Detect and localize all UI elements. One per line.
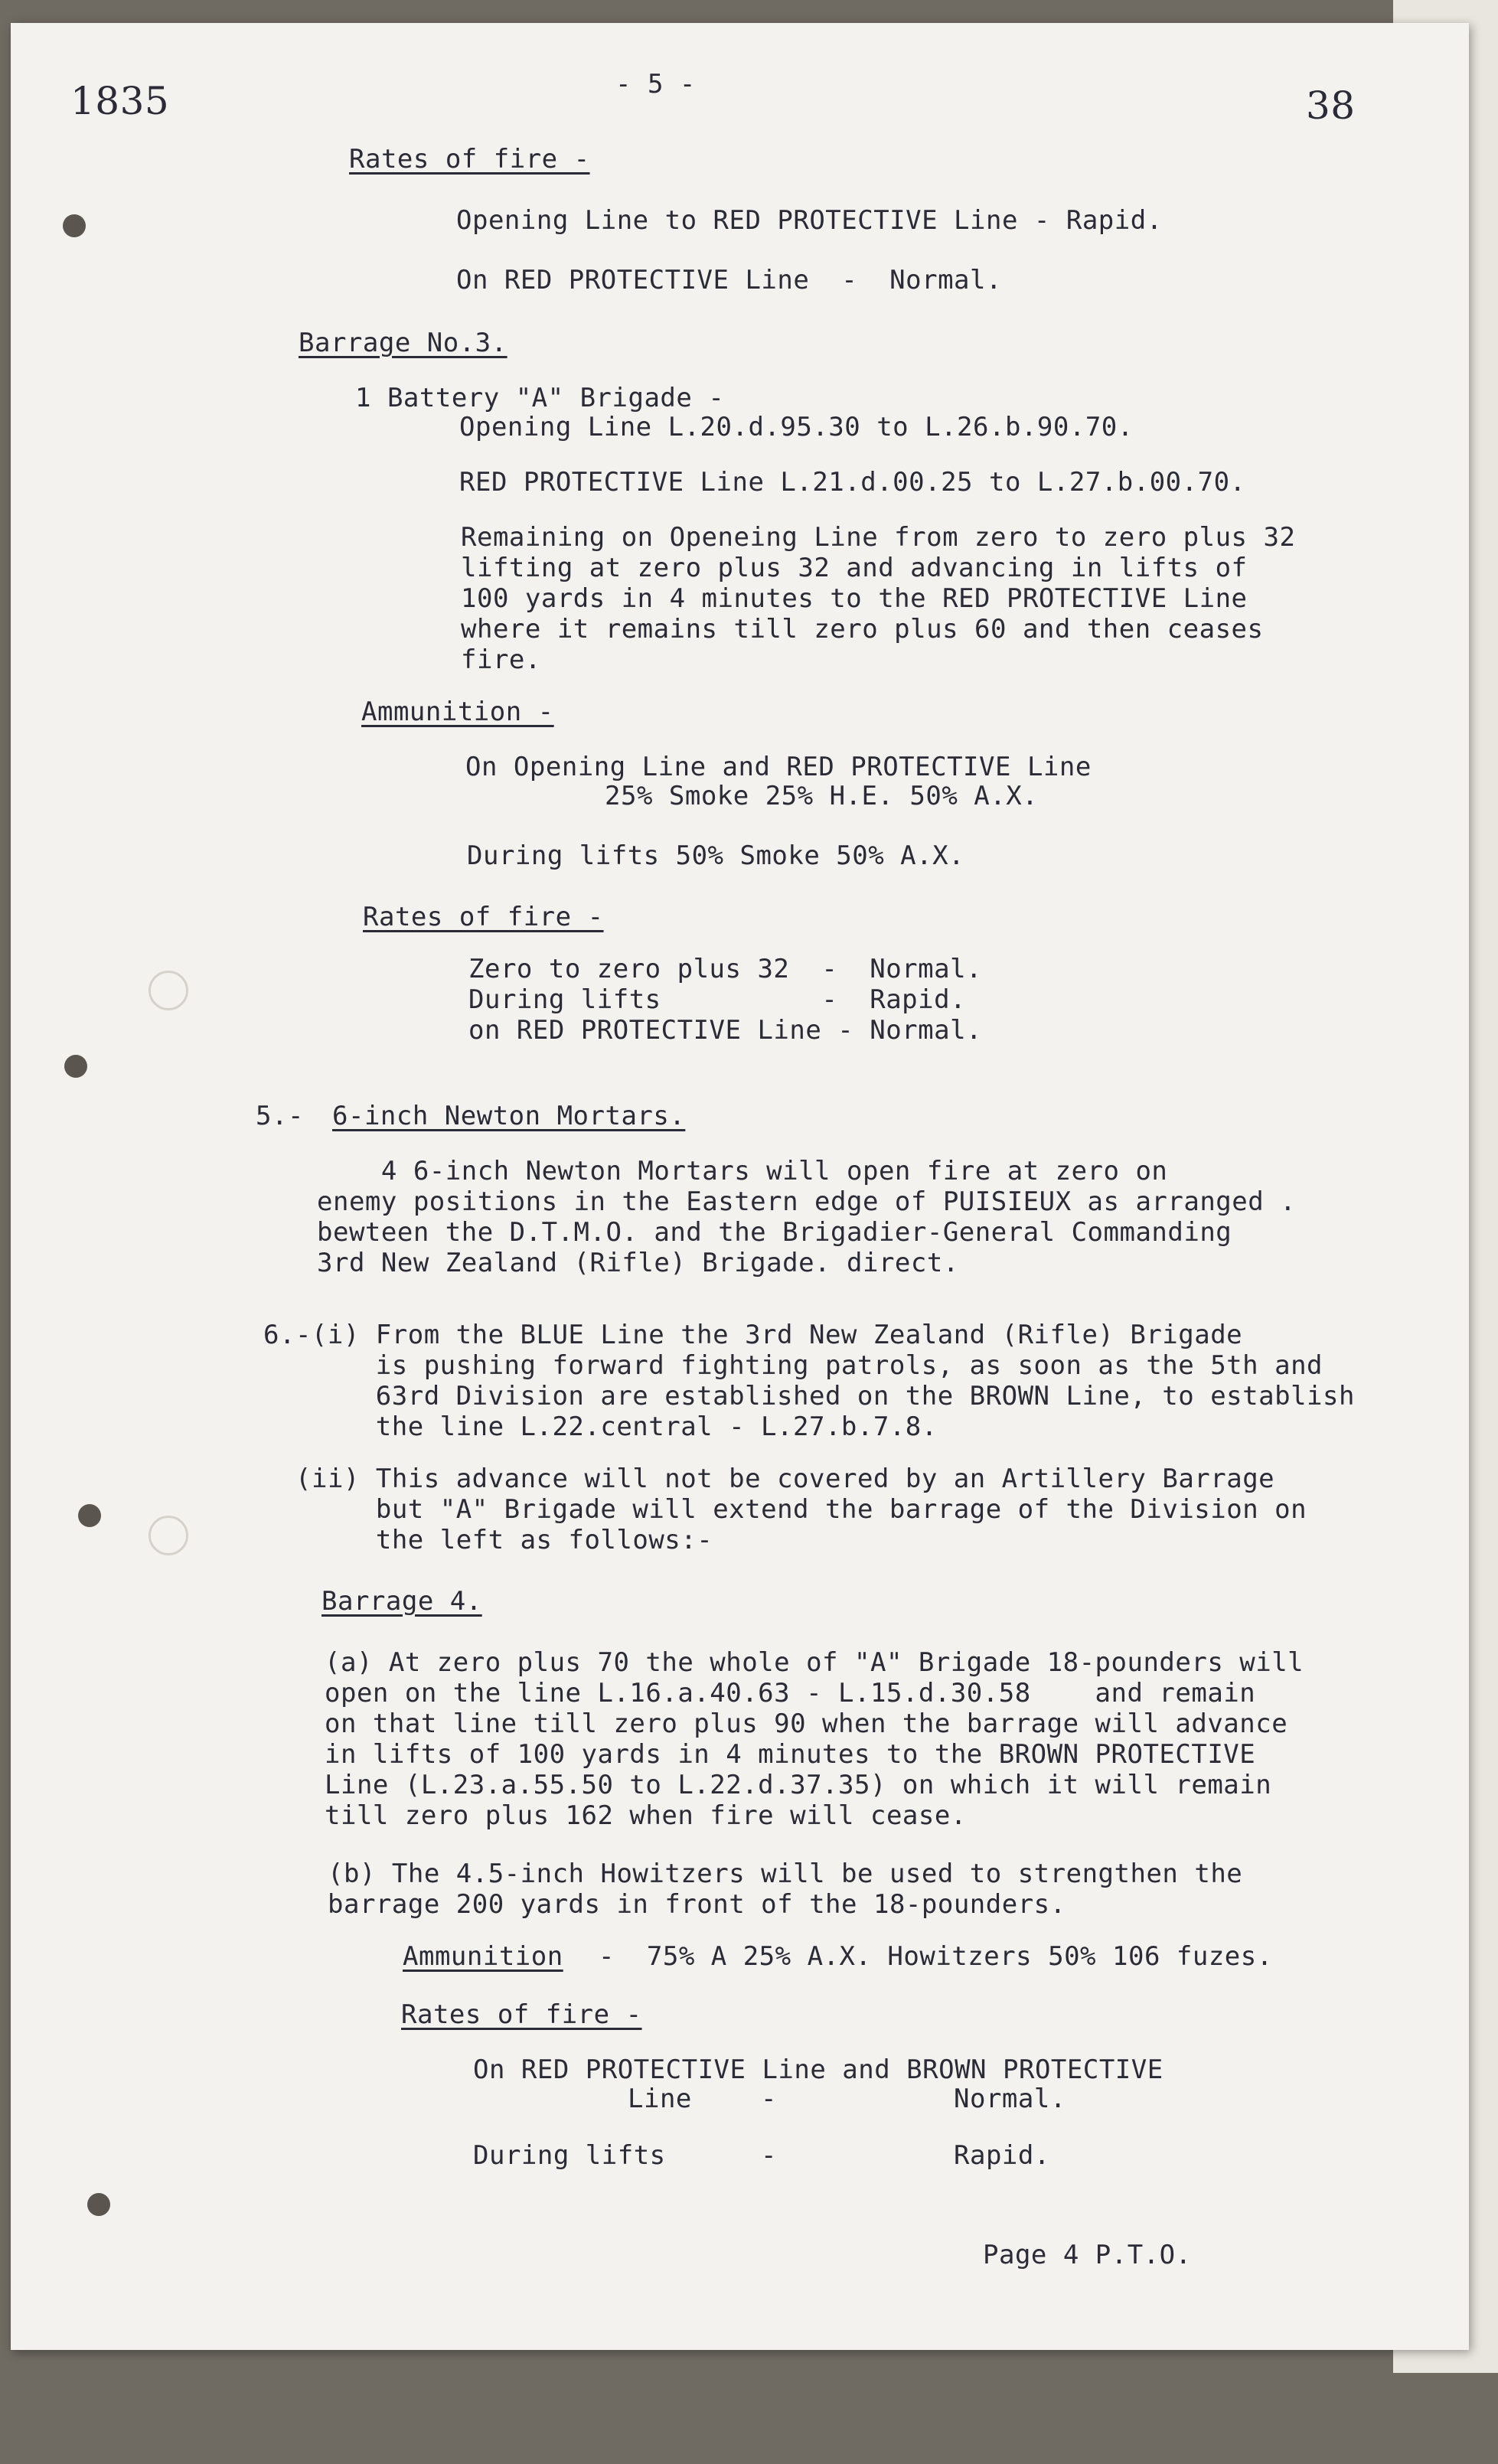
document-page	[11, 23, 1469, 2350]
text-line: but "A" Brigade will extend the barrage of the Division on	[295, 1494, 1307, 1525]
text-line: (b) The 4.5-inch Howitzers will be used to strengthen the	[328, 1859, 1243, 1889]
section-5-paragraph	[317, 1156, 1296, 1278]
text-line: barrage 200 yards in front of the 18-pounders.	[328, 1889, 1066, 1920]
rates-dash: -	[761, 2084, 777, 2114]
text-line: enemy positions in the Eastern edge of PUISIEUX as arranged .	[317, 1186, 1297, 1217]
folio-number-right: 38	[1306, 83, 1356, 128]
rates-of-fire-list	[468, 954, 982, 1046]
text-line: lifting at zero plus 32 and advancing in lifts of	[461, 553, 1248, 583]
text-line: bewteen the D.T.M.O. and the Brigadier-General Commanding	[317, 1217, 1232, 1248]
text-line: the left as follows:-	[295, 1525, 713, 1555]
rates-line: On RED PROTECTIVE Line and BROWN PROTECTIVE	[473, 2054, 1163, 2085]
ammunition-line: - 75% A 25% A.X. Howitzers 50% 106 fuzes.	[583, 1941, 1273, 1972]
text-line: 3rd New Zealand (Rifle) Brigade. direct.	[317, 1248, 959, 1278]
battery-line: 1 Battery "A" Brigade -	[355, 383, 725, 413]
rates-of-fire-heading-1: Rates of fire -	[349, 144, 590, 175]
text-line: fire.	[461, 645, 541, 675]
rates-dash: -	[761, 2140, 777, 2171]
barrage-4-paragraph-a	[325, 1647, 1304, 1831]
rates-value: Rapid.	[954, 2140, 1050, 2171]
rates-line: On RED PROTECTIVE Line - Normal.	[456, 265, 1002, 295]
text-line: During lifts - Rapid.	[468, 984, 967, 1015]
page-mark: - 5 -	[615, 69, 696, 100]
punch-hole	[64, 1055, 87, 1078]
text-line: Line (L.23.a.55.50 to L.22.d.37.35) on which it will remain	[325, 1770, 1272, 1800]
barrage-3-paragraph	[461, 522, 1295, 675]
section-6-paragraph	[263, 1320, 1355, 1442]
rates-value: Normal.	[954, 2084, 1066, 2114]
reinforcement-ring	[148, 1516, 188, 1555]
barrage-3-heading: Barrage No.3.	[299, 328, 507, 358]
text-line: 63rd Division are established on the BROWN Line, to establish	[263, 1381, 1355, 1411]
opening-line: Opening Line L.20.d.95.30 to L.26.b.90.70.	[459, 412, 1134, 442]
ammunition-heading-1: Ammunition -	[361, 697, 554, 727]
rates-of-fire-heading-3: Rates of fire -	[401, 1999, 642, 2030]
folio-number-left: 1835	[70, 79, 170, 123]
rates-line: Line	[628, 2084, 692, 2114]
page-footer-note: Page 4 P.T.O.	[983, 2240, 1192, 2270]
text-line: 100 yards in 4 minutes to the RED PROTECTIVE Line	[461, 583, 1248, 614]
rates-line: During lifts	[473, 2140, 666, 2171]
section-5-heading: 6-inch Newton Mortars.	[332, 1101, 686, 1131]
text-line: on that line till zero plus 90 when the barrage will advance	[325, 1708, 1288, 1739]
barrage-4-heading: Barrage 4.	[321, 1586, 482, 1617]
text-line: Zero to zero plus 32 - Normal.	[468, 954, 983, 984]
text-line: (ii) This advance will not be covered by an Artillery Barrage	[295, 1464, 1275, 1494]
text-line: open on the line L.16.a.40.63 - L.15.d.30.58 and remain	[325, 1678, 1256, 1708]
text-line: on RED PROTECTIVE Line - Normal.	[468, 1015, 983, 1046]
ammunition-heading-2: Ammunition	[403, 1941, 563, 1972]
red-protective-line: RED PROTECTIVE Line L.21.d.00.25 to L.27.b.00.70.	[459, 467, 1246, 498]
text-line: till zero plus 162 when fire will cease.	[325, 1800, 967, 1831]
ammunition-line: 25% Smoke 25% H.E. 50% A.X.	[605, 781, 1039, 811]
rates-of-fire-heading-2: Rates of fire -	[363, 902, 604, 932]
text-line: 6.-(i) From the BLUE Line the 3rd New Zealand (Rifle) Brigade	[263, 1320, 1243, 1350]
section-5-number: 5.-	[256, 1101, 304, 1131]
text-line: (a) At zero plus 70 the whole of "A" Brigade 18-pounders will	[325, 1647, 1304, 1678]
ammunition-line: During lifts 50% Smoke 50% A.X.	[467, 840, 965, 871]
punch-hole	[63, 214, 86, 237]
text-line: 4 6-inch Newton Mortars will open fire at zero on	[317, 1156, 1168, 1186]
ammunition-line: On Opening Line and RED PROTECTIVE Line	[465, 752, 1092, 782]
punch-hole	[87, 2193, 110, 2216]
text-line: the line L.22.central - L.27.b.7.8.	[263, 1411, 938, 1442]
reinforcement-ring	[148, 971, 188, 1010]
text-line: in lifts of 100 yards in 4 minutes to the BROWN PROTECTIVE	[325, 1739, 1256, 1770]
text-line: where it remains till zero plus 60 and then ceases	[461, 614, 1264, 645]
text-line: Remaining on Openeing Line from zero to zero plus 32	[461, 522, 1296, 553]
punch-hole	[78, 1504, 101, 1527]
section-6-ii-paragraph	[295, 1464, 1307, 1555]
text-line: is pushing forward fighting patrols, as soon as the 5th and	[263, 1350, 1323, 1381]
rates-line: Opening Line to RED PROTECTIVE Line - Rapid.	[456, 205, 1163, 236]
barrage-4-paragraph-b	[328, 1859, 1242, 1920]
